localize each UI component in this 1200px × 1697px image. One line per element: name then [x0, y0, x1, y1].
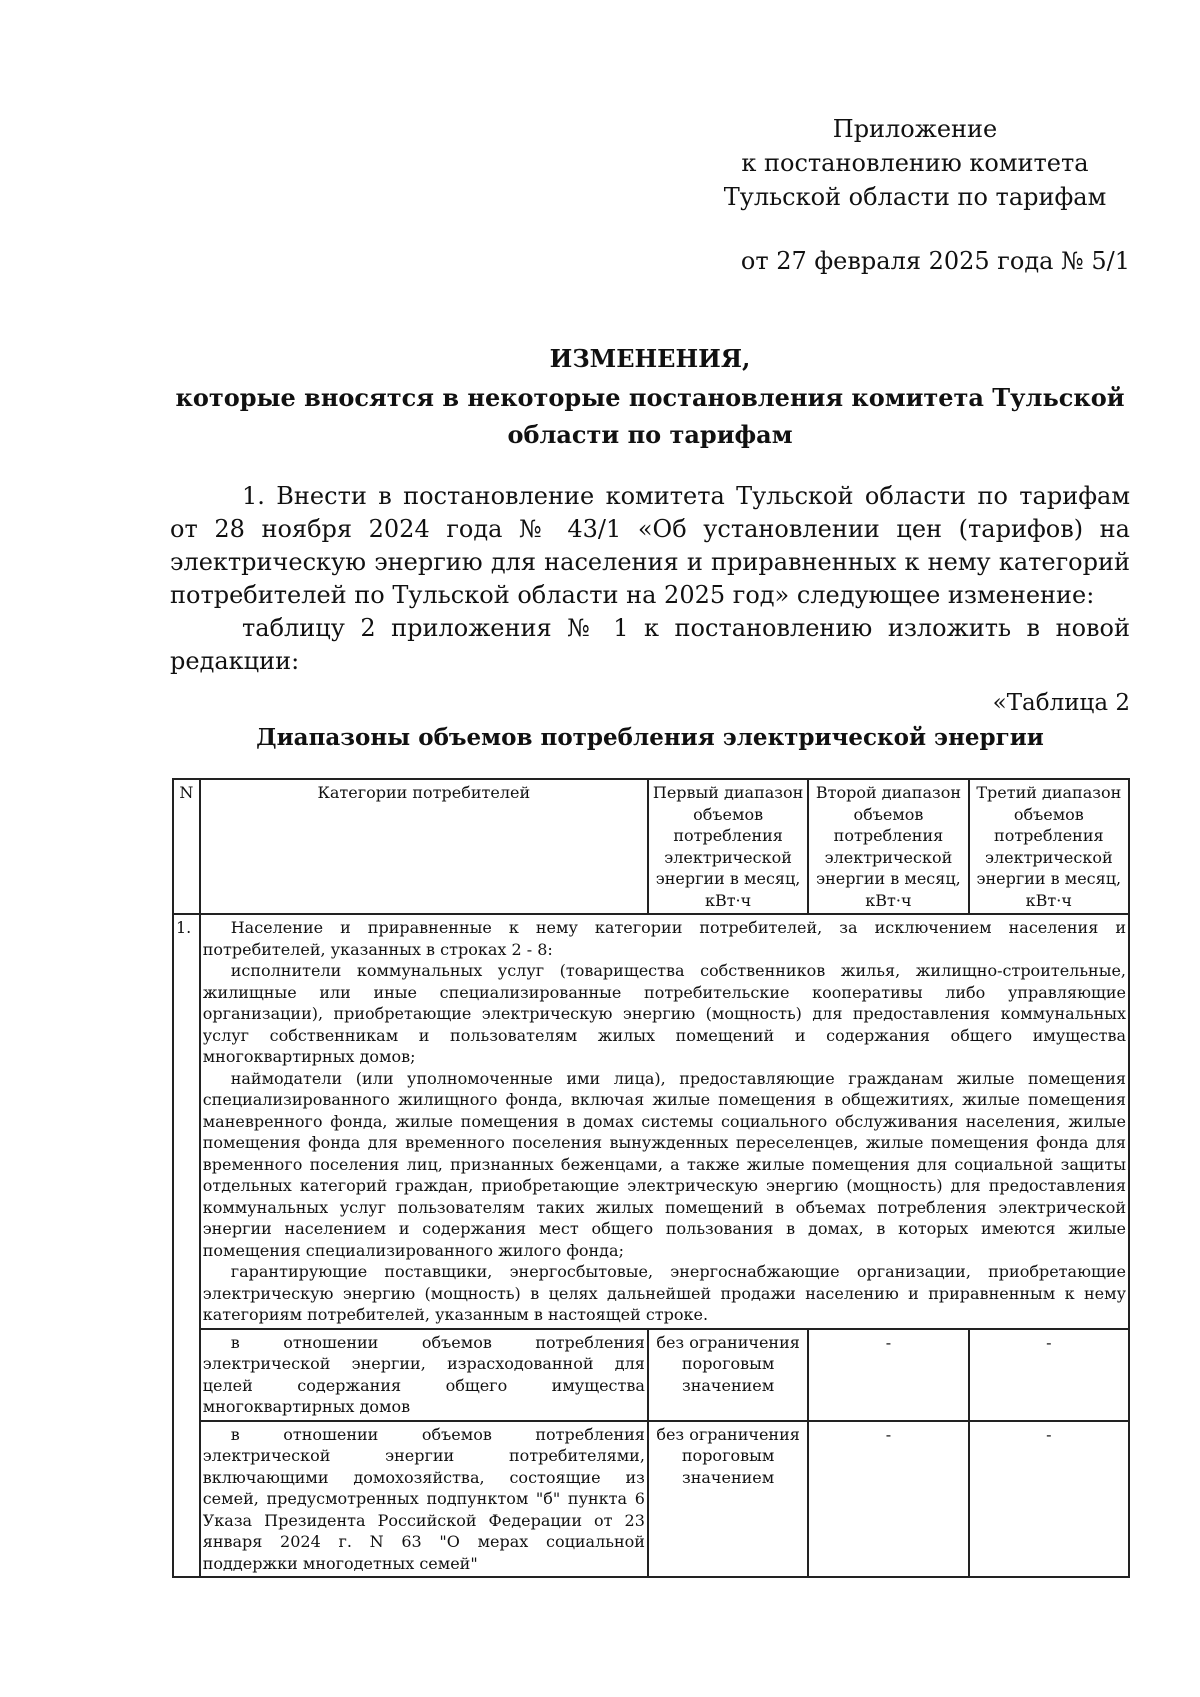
- appendix-date: от 27 февраля 2025 года № 5/1: [740, 247, 1130, 275]
- table-number: «Таблица 2: [992, 690, 1130, 716]
- document-title: [170, 340, 1130, 453]
- category-paragraph: Население и приравненные к нему категории потребителей, за исключением населения и потребителей, указанных в строках 2 - 8:: [202, 918, 1126, 959]
- subrow-category: [200, 1421, 648, 1578]
- row-number: 1.: [173, 914, 200, 1577]
- subrow-range-2: -: [808, 1329, 968, 1421]
- table-header-row: [173, 779, 1129, 914]
- table-subrow: [173, 1421, 1129, 1578]
- category-paragraph: наймодатели (или уполномоченные ими лица), предоставляющие гражданам жилые помещения специализированного жилищного фонда, включая жилые помещения в общежитиях, жилые помещения маневренного фонда, жилые помещения в домах системы социального обслуживания населения, жилые помещения фонда для временного поселения вынужденных переселенцев, жилые помещения фонда для временного поселения лиц, признанных беженцами, а также жилые помещения для социальной защиты отдельных категорий граждан, приобретающие электрическую энергию (мощность) для предоставления коммунальных услуг пользователям таких жилых помещений в объемах потребления электрической энергии населением и содержания мест общего пользования в домах, в которых имеются жилые помещения специализированного жилого фонда;: [202, 1068, 1126, 1260]
- body-paragraph-1: 1. Внести в постановление комитета Тульской области по тарифам от 28 ноября 2024 года № 43/1 «Об установлении цен (тарифов) на электрическую энергию для населения и приравненных к нему категорий потребителей по Тульской области на 2025 год» следующее изменение:: [170, 482, 1130, 609]
- subrow-range-3: -: [969, 1421, 1129, 1578]
- subrow-category: [200, 1329, 648, 1421]
- header-range-1: Первый диапазон объемов потребления электрической энергии в месяц, кВт·ч: [648, 779, 808, 914]
- subrow-range-3: -: [969, 1329, 1129, 1421]
- row-category-description: [200, 914, 1129, 1329]
- body-text: [170, 480, 1130, 678]
- subrow-category-text: в отношении объемов потребления электрической энергии потребителями, включающими домохозяйства, состоящие из семей, предусмотренных подпунктом "б" пункта 6 Указа Президента Российской Федерации от 23 января 2024 г. N 63 "О мерах социальной поддержки многодетных семей": [202, 1424, 645, 1573]
- table-subrow: [173, 1329, 1129, 1421]
- category-paragraph: гарантирующие поставщики, энергосбытовые, энергоснабжающие организации, приобретающие электрическую энергию (мощность) в целях дальнейшей продажи населению и приравненным к нему категориям потребителей, указанным в настоящей строке.: [202, 1262, 1126, 1324]
- subrow-range-1: без ограничения пороговым значением: [648, 1329, 808, 1421]
- consumption-ranges-table: [172, 778, 1130, 1578]
- appendix-line-1: Приложение: [832, 115, 998, 143]
- header-range-3: Третий диапазон объемов потребления электрической энергии в месяц, кВт·ч: [969, 779, 1129, 914]
- header-category: Категории потребителей: [200, 779, 648, 914]
- table-row: [173, 914, 1129, 1329]
- header-n: N: [173, 779, 200, 914]
- appendix-line-2: к постановлению комитета: [741, 149, 1089, 177]
- header-range-2: Второй диапазон объемов потребления электрической энергии в месяц, кВт·ч: [808, 779, 968, 914]
- category-paragraph: исполнители коммунальных услуг (товарищества собственников жилья, жилищно-строительные, жилищные или иные специализированные потребительские кооперативы либо управляющие организации), приобретающие электрическую энергию (мощность) для предоставления коммунальных услуг собственникам и пользователям жилых помещений и содержания общего имущества многоквартирных домов;: [202, 961, 1126, 1066]
- table-title: Диапазоны объемов потребления электрической энергии: [256, 724, 1044, 751]
- subrow-range-1: без ограничения пороговым значением: [648, 1421, 808, 1578]
- subrow-range-2: -: [808, 1421, 968, 1578]
- subrow-category-text: в отношении объемов потребления электрической энергии, израсходованной для целей содержания общего имущества многоквартирных домов: [202, 1332, 645, 1416]
- appendix-header: [700, 112, 1130, 214]
- title-line-1: ИЗМЕНЕНИЯ,: [549, 344, 751, 373]
- appendix-line-3: Тульской области по тарифам: [723, 183, 1107, 211]
- body-paragraph-2: таблицу 2 приложения № 1 к постановлению изложить в новой редакции:: [170, 614, 1130, 675]
- title-line-2: которые вносятся в некоторые постановления комитета Тульской области по тарифам: [175, 383, 1125, 449]
